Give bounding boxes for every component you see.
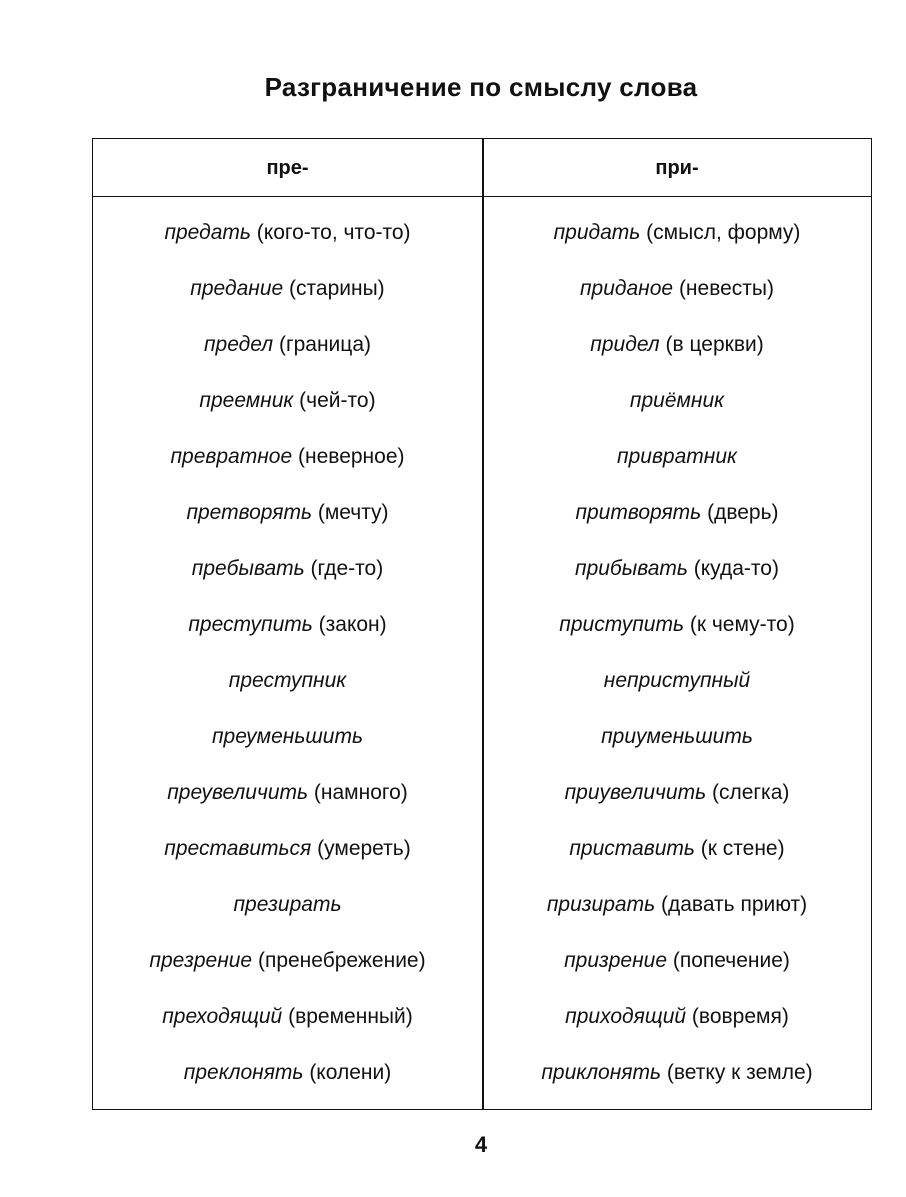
cell-pre [93, 933, 482, 989]
word-pri: приступить [559, 613, 684, 636]
word-pre: преуменьшить [211, 725, 364, 748]
word-pre: предание [190, 277, 284, 300]
table-row [93, 205, 871, 261]
word-pri: приклонять [541, 1061, 662, 1084]
table-row [93, 541, 871, 597]
word-pre: предел [203, 333, 274, 356]
table-row [93, 653, 871, 709]
note-pri: (вовремя) [691, 1005, 789, 1028]
table-row [93, 709, 871, 765]
word-pre: преступник [228, 669, 347, 692]
note-pri: (в церкви) [665, 333, 764, 356]
cell-pre [93, 653, 482, 709]
cell-pri [483, 765, 871, 821]
word-pre: превратное [170, 445, 293, 468]
table-row [93, 1045, 871, 1101]
page-number: 4 [474, 1132, 488, 1157]
table-row [93, 261, 871, 317]
word-pre: претворять [186, 501, 312, 524]
note-pri: (слегка) [711, 781, 790, 804]
note-pre: (намного) [313, 781, 408, 804]
cell-pre [93, 989, 482, 1045]
header-pri: при- [655, 157, 699, 179]
cell-pre [93, 877, 482, 933]
note-pre: (чей-то) [299, 389, 376, 412]
table-row [93, 485, 871, 541]
note-pre: (старины) [289, 277, 385, 300]
cell-pri [483, 205, 871, 261]
cell-pre [93, 205, 482, 261]
word-pre: предать [164, 221, 251, 244]
cell-pre [93, 765, 482, 821]
word-pre: преемник [199, 389, 294, 412]
cell-pre [93, 485, 482, 541]
note-pri: (дверь) [707, 501, 779, 524]
cell-pre [93, 317, 482, 373]
word-pre: преступить [188, 613, 313, 636]
word-pri: приходящий [565, 1005, 687, 1028]
word-pri: прибывать [575, 557, 688, 580]
word-pre: преувеличить [167, 781, 309, 804]
word-pri: неприступный [603, 669, 751, 692]
note-pre: (мечту) [317, 501, 389, 524]
word-pre: преставиться [164, 837, 312, 860]
word-pri: привратник [617, 445, 737, 468]
note-pri: (невесты) [678, 277, 775, 300]
word-pre: преклонять [183, 1061, 304, 1084]
word-pri: придать [553, 221, 641, 244]
word-pri: придел [590, 333, 660, 356]
cell-pri [483, 653, 871, 709]
note-pri: (попечение) [672, 949, 790, 972]
table-body [93, 205, 871, 1101]
cell-pre [93, 261, 482, 317]
cell-pre [93, 429, 482, 485]
header-pre: пре- [266, 157, 309, 179]
comparison-table [92, 138, 872, 1110]
cell-pre [93, 709, 482, 765]
cell-pri [483, 989, 871, 1045]
table-header [93, 139, 871, 197]
cell-pri [483, 373, 871, 429]
note-pri: (куда-то) [693, 557, 779, 580]
cell-pre [93, 1045, 482, 1101]
cell-pri [483, 485, 871, 541]
cell-pri [483, 541, 871, 597]
note-pri: (ветку к земле) [666, 1061, 813, 1084]
note-pre: (закон) [318, 613, 387, 636]
cell-pri [483, 597, 871, 653]
word-pre: презрение [149, 949, 253, 972]
table-row [93, 821, 871, 877]
table-row [93, 877, 871, 933]
table-row [93, 933, 871, 989]
cell-pri [483, 1045, 871, 1101]
word-pri: приставить [569, 837, 695, 860]
cell-pre [93, 373, 482, 429]
cell-pri [483, 709, 871, 765]
table-row [93, 317, 871, 373]
word-pri: приувеличить [564, 781, 707, 804]
note-pre: (пренебрежение) [257, 949, 426, 972]
cell-pre [93, 541, 482, 597]
word-pre: преходящий [162, 1005, 283, 1028]
word-pri: приуменьшить [601, 725, 753, 748]
note-pre: (колени) [309, 1061, 392, 1084]
cell-pre [93, 597, 482, 653]
cell-pri [483, 317, 871, 373]
cell-pri [483, 261, 871, 317]
cell-pri [483, 933, 871, 989]
table-row [93, 373, 871, 429]
table-row [93, 597, 871, 653]
table-row [93, 765, 871, 821]
cell-pri [483, 877, 871, 933]
word-pri: приёмник [629, 389, 725, 412]
note-pre: (умереть) [317, 837, 411, 860]
note-pre: (где-то) [310, 557, 384, 580]
cell-pri [483, 429, 871, 485]
word-pri: притворять [575, 501, 702, 524]
table-row [93, 429, 871, 485]
note-pri: (к чему-то) [689, 613, 795, 636]
note-pre: (временный) [288, 1005, 413, 1028]
word-pre: пребывать [191, 557, 305, 580]
note-pri: (к стене) [700, 837, 785, 860]
word-pri: призрение [564, 949, 668, 972]
word-pre: презирать [233, 893, 342, 916]
word-pri: призирать [546, 893, 656, 916]
table-row [93, 989, 871, 1045]
cell-pri [483, 821, 871, 877]
note-pre: (граница) [278, 333, 371, 356]
cell-pre [93, 821, 482, 877]
word-pri: приданое [579, 277, 674, 300]
note-pri: (давать приют) [660, 893, 808, 916]
note-pre: (кого-то, что-то) [256, 221, 411, 244]
note-pri: (смысл, форму) [646, 221, 801, 244]
note-pre: (неверное) [298, 445, 405, 468]
page-title: Разграничение по смыслу слова [264, 72, 698, 102]
